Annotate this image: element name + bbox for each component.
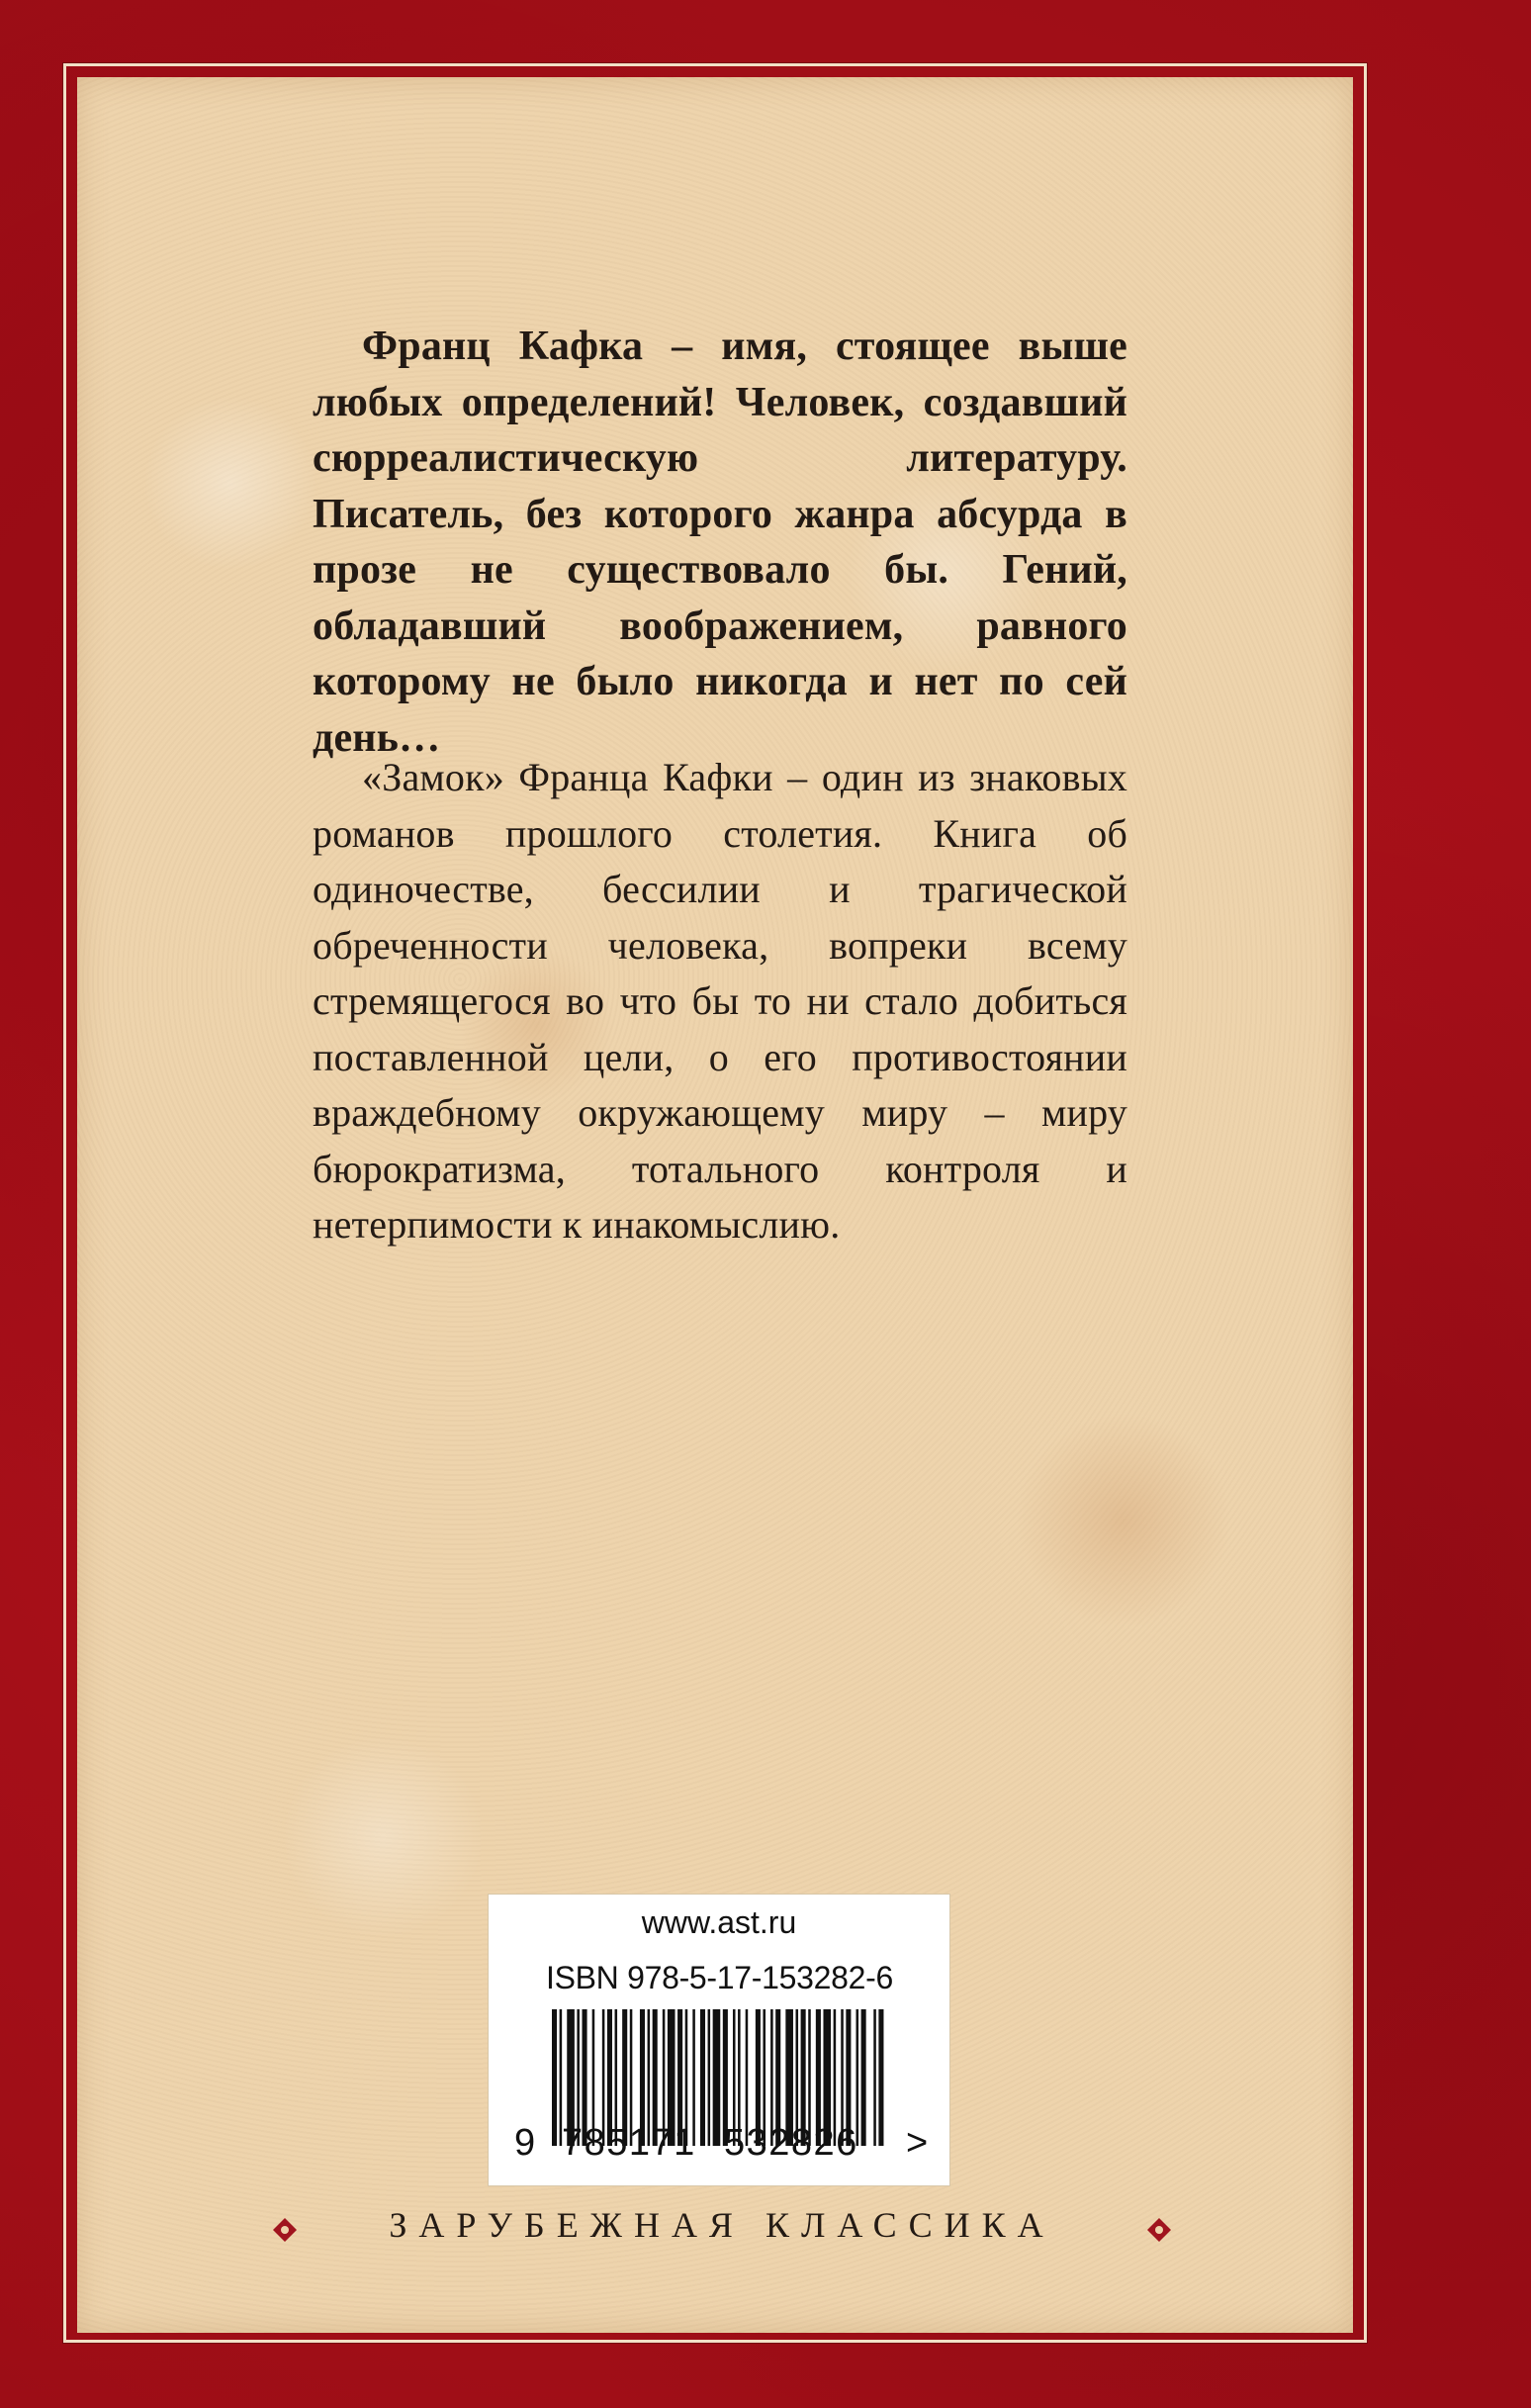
series-label: ЗАРУБЕЖНАЯ КЛАССИКА <box>389 2205 1055 2245</box>
isbn-barcode-box <box>488 1894 950 2186</box>
book-description-paragraph: «Замок» Франца Кафки – один из знаковых романов прошлого столетия. Книга об одиночестве, бессилии и трагической обреченности человека, вопреки всему стремящегося во что бы то ни стало добиться поставленной цели, о его противостоянии враждебному окружающему миру – миру бюрократизма, тотального контроля и нетерпимости к инакомыслию. <box>313 755 1127 1247</box>
ornament-left-icon <box>269 2214 301 2246</box>
barcode-group-1: 785171 <box>562 2122 696 2164</box>
barcode-group-2: 532826 <box>724 2122 858 2164</box>
isbn-number: ISBN 978-5-17-153282-6 <box>546 1960 893 1995</box>
barcode-bar <box>708 2009 711 2146</box>
publisher-url: www.ast.ru <box>641 1904 797 1940</box>
barcode-bar <box>700 2009 705 2146</box>
author-description-paragraph: Франц Кафка – имя, стоящее выше любых определений! Человек, создавший сюрреалистическую литературу. Писатель, без которого жанра абсурда в прозе не существовало бы. Гений, обладавший воображением, равного которому не было никогда и нет по сей день… <box>313 324 1127 761</box>
barcode-bar <box>861 2009 866 2146</box>
barcode-bar <box>878 2009 883 2146</box>
ornament-right-icon <box>1143 2214 1175 2246</box>
barcode-first-digit: 9 <box>514 2122 536 2164</box>
barcode-bar <box>713 2009 721 2146</box>
series-banner <box>259 2202 1185 2262</box>
barcode-arrow: > <box>906 2122 929 2164</box>
barcode-bar <box>552 2009 557 2146</box>
barcode-bar <box>873 2009 876 2146</box>
